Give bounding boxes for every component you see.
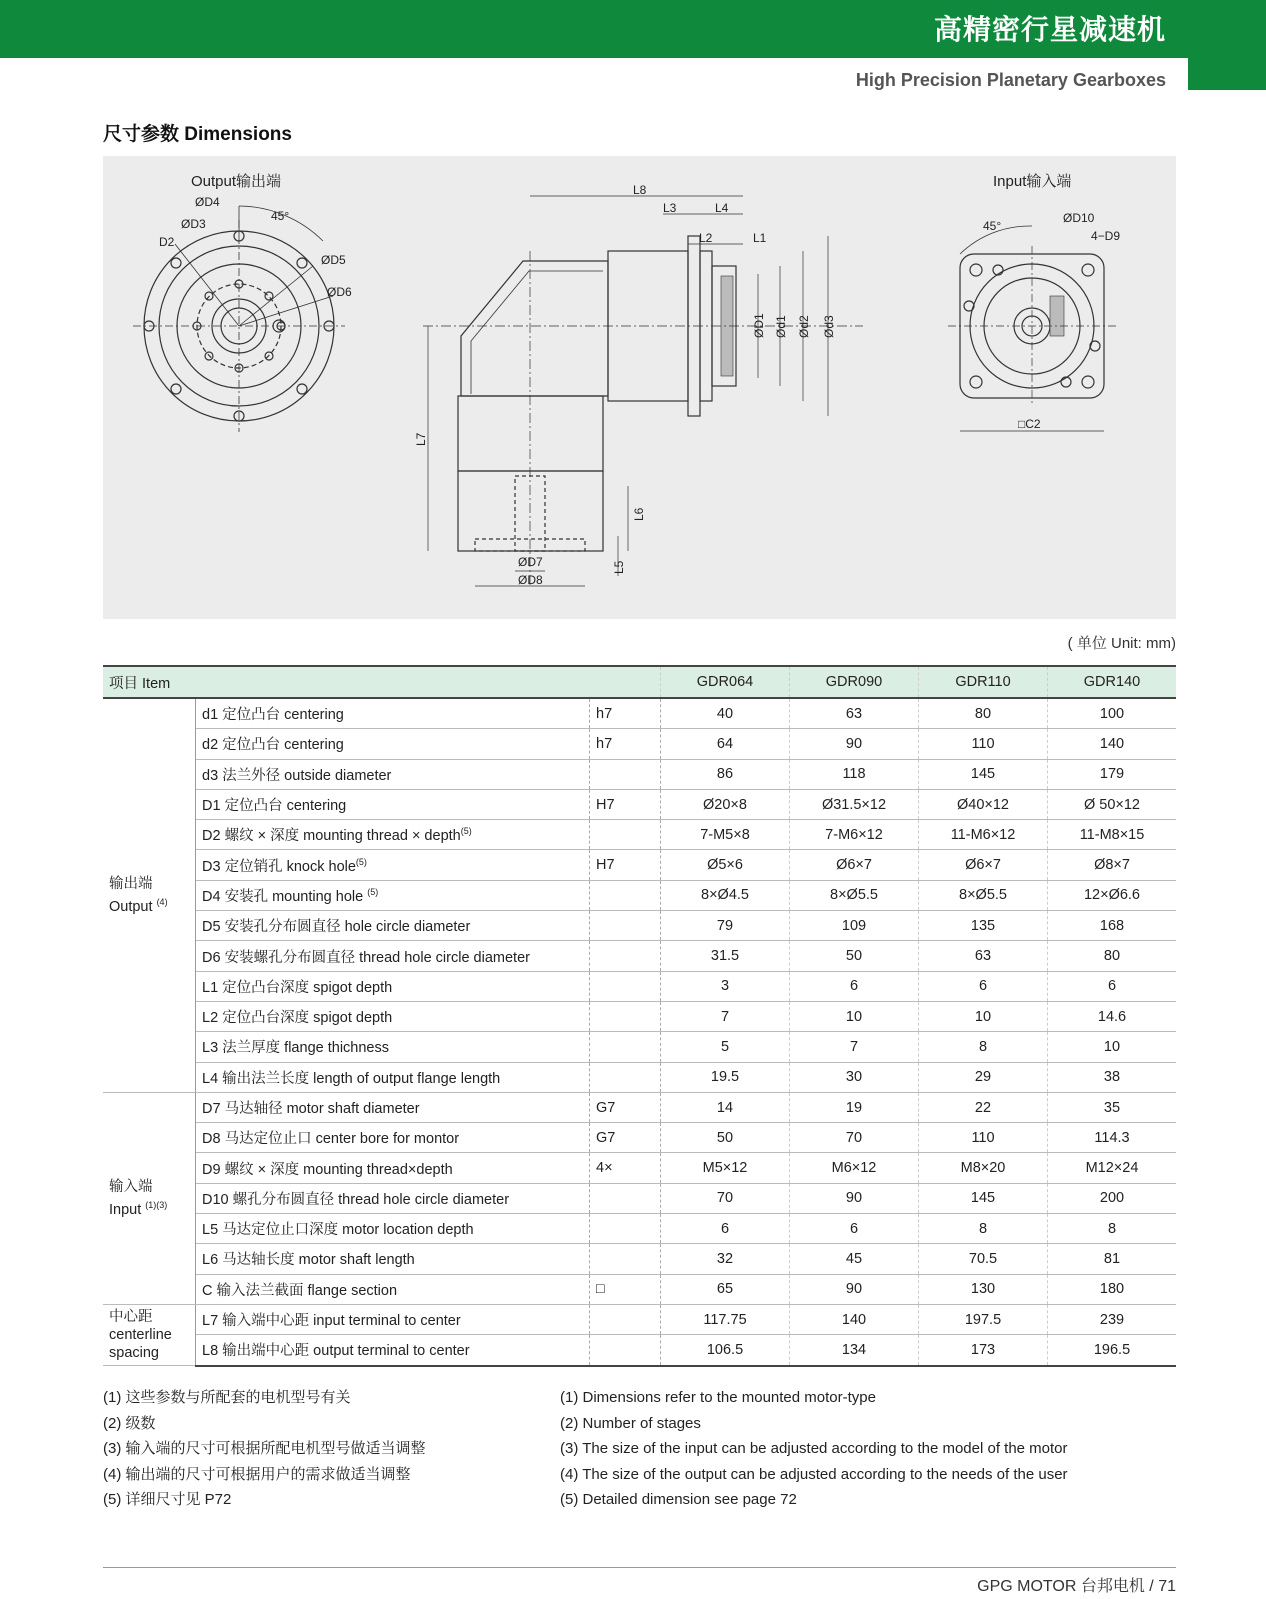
row-item-label: L8 输出端中心距 output terminal to center [202,1343,470,1360]
table-row [103,941,1176,971]
label-d3: Ød3 [822,315,836,338]
table-row [103,911,1176,941]
row-value: 64 [661,729,790,759]
notes-en [560,1385,1068,1513]
row-value: 22 [919,1092,1048,1122]
table-row [103,1123,1176,1153]
row-tolerance [590,820,661,850]
row-value: 86 [661,759,790,789]
row-value: M6×12 [790,1153,919,1183]
row-value: 7-M6×12 [790,820,919,850]
row-value: 45 [790,1244,919,1274]
row-value: 110 [919,1123,1048,1153]
row-item-label: L7 输入端中心距 input terminal to center [202,1313,461,1330]
label-D7: ØD7 [518,555,543,569]
label-L7: L7 [414,432,428,446]
row-tolerance [590,1183,661,1213]
table-row [103,759,1176,789]
group-center-zh: 中心距 [109,1308,153,1325]
table-row [103,880,1176,910]
header-model-2: GDR090 [790,666,919,698]
row-value: Ø6×7 [919,850,1048,880]
row-value: 8 [919,1214,1048,1244]
row-value: 70 [661,1183,790,1213]
row-value: 8 [1048,1214,1177,1244]
row-tolerance [590,1001,661,1031]
row-value: 80 [919,698,1048,729]
row-item [196,1244,590,1274]
row-value: 3 [661,971,790,1001]
row-item [196,1062,590,1092]
group-output-sup: (4) [156,897,168,908]
row-value: 35 [1048,1092,1177,1122]
row-item [196,1274,590,1304]
row-value: 117.75 [661,1304,790,1334]
row-item [196,1183,590,1213]
table-row [103,1274,1176,1304]
row-value: 63 [919,941,1048,971]
row-value: 8×Ø5.5 [790,880,919,910]
row-value: 6 [1048,971,1177,1001]
row-item [196,1032,590,1062]
table-row [103,850,1176,880]
row-value: 100 [1048,698,1177,729]
row-item-label: D1 定位凸台 centering [202,798,347,815]
table-row [103,1335,1176,1366]
note-en-2: (2) Number of stages [560,1414,701,1432]
row-item [196,759,590,789]
row-tolerance: □ [590,1274,661,1304]
table-row [103,1183,1176,1213]
row-tolerance [590,911,661,941]
row-value: 14 [661,1092,790,1122]
row-value: 10 [790,1001,919,1031]
row-value: 81 [1048,1244,1177,1274]
row-tolerance [590,1032,661,1062]
table-row [103,698,1176,729]
row-value: 80 [1048,941,1177,971]
table-header-row [103,666,1176,698]
label-D10: ØD10 [1063,211,1095,225]
row-value: 70.5 [919,1244,1048,1274]
row-item-sup: (5) [355,856,367,867]
notes-zh [103,1385,426,1513]
row-value: 11-M8×15 [1048,820,1177,850]
row-value: 70 [790,1123,919,1153]
row-tolerance [590,1244,661,1274]
label-D8: ØD8 [518,573,543,587]
header-model-3: GDR110 [919,666,1048,698]
label-45-deg: 45° [271,209,290,223]
label-C2: □C2 [1018,417,1041,431]
row-value: 140 [1048,729,1177,759]
header-model-1: GDR064 [661,666,790,698]
group-output-en: Output [109,898,153,915]
note-zh-5: (5) 详细尺寸见 P72 [103,1491,232,1508]
label-D3: ØD3 [181,217,206,231]
row-value: Ø8×7 [1048,850,1177,880]
table-row [103,729,1176,759]
table-row [103,1062,1176,1092]
row-value: Ø31.5×12 [790,789,919,819]
label-d2: Ød2 [797,315,811,338]
row-item [196,1123,590,1153]
row-value: Ø40×12 [919,789,1048,819]
label-L3: L3 [663,201,677,215]
table-body [103,698,1176,1366]
row-value: 110 [919,729,1048,759]
note-en-1: (1) Dimensions refer to the mounted motor-type [560,1389,876,1406]
row-value: 50 [790,941,919,971]
row-value: 7-M5×8 [661,820,790,850]
row-value: 140 [790,1304,919,1334]
row-item [196,1335,590,1366]
group-input-sup: (1)(3) [145,1199,168,1210]
row-value: 135 [919,911,1048,941]
label-d1: Ød1 [774,315,788,338]
row-item-label: L3 法兰厚度 flange thichness [202,1040,389,1057]
table-row [103,789,1176,819]
row-item-sup: (5) [460,826,472,837]
table-row [103,1001,1176,1031]
row-tolerance [590,941,661,971]
row-value: 90 [790,1274,919,1304]
row-value: 30 [790,1062,919,1092]
page-subtitle: High Precision Planetary Gearboxes [855,70,1166,90]
table-row [103,820,1176,850]
row-item-label: D5 安装孔分布圆直径 hole circle diameter [202,919,471,936]
label-L1: L1 [753,231,767,245]
row-value: 106.5 [661,1335,790,1366]
row-value: 179 [1048,759,1177,789]
row-tolerance [590,880,661,910]
label-L6: L6 [632,507,646,521]
group-input-en: Input [109,1201,142,1218]
row-tolerance [590,1214,661,1244]
row-item [196,880,590,910]
row-value: 6 [919,971,1048,1001]
row-item [196,789,590,819]
row-value: 63 [790,698,919,729]
row-item-label: L1 定位凸台深度 spigot depth [202,979,393,996]
row-value: 168 [1048,911,1177,941]
row-value: 7 [661,1001,790,1031]
label-D5: ØD5 [321,253,346,267]
row-item-label: D8 马达定位止口 center bore for montor [202,1131,460,1148]
footer-page: GPG MOTOR 台邦电机 / 71 [977,1578,1176,1595]
row-value: 6 [790,1214,919,1244]
table-row [103,1032,1176,1062]
row-item-label: D7 马达轴径 motor shaft diameter [202,1101,420,1117]
row-value: 8 [919,1032,1048,1062]
row-value: 31.5 [661,941,790,971]
group-center-en2: spacing [109,1344,159,1361]
row-item-label: d3 法兰外径 outside diameter [202,767,392,784]
row-item-label: C 输入法兰截面 flange section [202,1282,398,1299]
row-tolerance: G7 [590,1092,661,1122]
row-value: 65 [661,1274,790,1304]
row-value: 114.3 [1048,1123,1177,1153]
label-45-deg-input: 45° [983,219,1002,233]
row-value: 8×Ø5.5 [919,880,1048,910]
row-value: 145 [919,1183,1048,1213]
row-tolerance: G7 [590,1123,661,1153]
row-value: 10 [1048,1032,1177,1062]
row-item-label: L2 定位凸台深度 spigot depth [202,1010,393,1027]
spec-table [103,665,1176,1367]
row-value: 29 [919,1062,1048,1092]
footer-divider [103,1567,1176,1568]
label-D4: ØD4 [195,195,220,209]
row-tolerance: H7 [590,850,661,880]
technical-drawing [103,156,1176,619]
row-value: 19.5 [661,1062,790,1092]
row-value: Ø5×6 [661,850,790,880]
group-center [103,1304,196,1365]
table-row [103,1244,1176,1274]
row-item-label: D2 螺纹 × 深度 mounting thread × depth [202,828,461,845]
row-item [196,941,590,971]
row-value: 134 [790,1335,919,1366]
row-item-label: d2 定位凸台 centering [202,737,344,754]
row-tolerance [590,971,661,1001]
row-value: 79 [661,911,790,941]
row-item [196,911,590,941]
output-label: Output输出端 [191,173,282,190]
row-item-label: L4 输出法兰长度 length of output flange length [202,1070,501,1087]
table-row [103,971,1176,1001]
note-en-3: (3) The size of the input can be adjusted according to the model of the motor [560,1440,1068,1457]
label-L8: L8 [633,183,647,197]
row-item [196,850,590,880]
row-tolerance [590,1304,661,1334]
input-label: Input输入端 [993,173,1072,190]
row-value: 196.5 [1048,1335,1177,1366]
row-item [196,698,590,729]
label-D9: 4−D9 [1091,229,1121,243]
row-value: Ø 50×12 [1048,789,1177,819]
row-item [196,1092,590,1122]
note-zh-3: (3) 输入端的尺寸可根据所配电机型号做适当调整 [103,1440,426,1457]
label-L2: L2 [699,231,713,245]
row-value: 12×Ø6.6 [1048,880,1177,910]
row-item [196,1214,590,1244]
note-zh-4: (4) 输出端的尺寸可根据用户的需求做适当调整 [103,1465,411,1483]
header-item: 项目 Item [103,666,661,698]
row-value: 11-M6×12 [919,820,1048,850]
table-row [103,1092,1176,1122]
row-value: 40 [661,698,790,729]
row-item-label: d1 定位凸台 centering [202,707,344,724]
table-row [103,1153,1176,1183]
row-value: 200 [1048,1183,1177,1213]
row-value: Ø20×8 [661,789,790,819]
section-title: 尺寸参数 Dimensions [103,124,292,145]
row-item [196,1304,590,1334]
row-value: 14.6 [1048,1001,1177,1031]
row-value: Ø6×7 [790,850,919,880]
row-value: 109 [790,911,919,941]
label-L4: L4 [715,201,729,215]
row-tolerance: h7 [590,698,661,729]
table-row [103,1214,1176,1244]
row-item [196,729,590,759]
group-input [103,1092,196,1304]
row-value: 239 [1048,1304,1177,1334]
row-value: 8×Ø4.5 [661,880,790,910]
note-zh-2: (2) 级数 [103,1414,156,1432]
row-value: 10 [919,1001,1048,1031]
row-tolerance: H7 [590,789,661,819]
group-output-zh: 输出端 [109,876,153,893]
page-title: 高精密行星减速机 [933,14,1166,45]
row-item [196,820,590,850]
label-D2: D2 [159,235,175,249]
row-value: 118 [790,759,919,789]
note-en-5: (5) Detailed dimension see page 72 [560,1491,797,1508]
note-en-4: (4) The size of the output can be adjusted according to the needs of the user [560,1465,1068,1483]
row-item [196,1001,590,1031]
row-item-sup: (5) [367,887,379,898]
table-row [103,1304,1176,1334]
row-tolerance [590,1335,661,1366]
label-D6: ØD6 [327,285,352,299]
row-item-label: D6 安装螺孔分布圆直径 thread hole circle diameter [202,949,530,966]
input-flange-view [948,226,1116,431]
row-value: M12×24 [1048,1153,1177,1183]
group-center-en1: centerline [109,1326,172,1343]
header-tab [1188,0,1266,90]
row-value: 32 [661,1244,790,1274]
row-item [196,1153,590,1183]
side-view [423,196,863,586]
row-item-label: D10 螺孔分布圆直径 thread hole circle diameter [202,1191,510,1208]
label-D1: ØD1 [752,313,766,338]
row-value: 7 [790,1032,919,1062]
row-value: 6 [790,971,919,1001]
row-value: 197.5 [919,1304,1048,1334]
header-model-4: GDR140 [1048,666,1177,698]
row-value: 90 [790,729,919,759]
row-tolerance: h7 [590,729,661,759]
row-item [196,971,590,1001]
row-item-label: D9 螺纹 × 深度 mounting thread×depth [202,1161,453,1178]
row-value: 6 [661,1214,790,1244]
note-zh-1: (1) 这些参数与所配套的电机型号有关 [103,1389,351,1406]
group-output [103,698,196,1092]
row-value: M8×20 [919,1153,1048,1183]
row-item-label: L6 马达轴长度 motor shaft length [202,1252,415,1269]
row-value: 130 [919,1274,1048,1304]
row-value: 50 [661,1123,790,1153]
row-item-label: D4 安装孔 mounting hole [202,888,368,905]
row-item-label: D3 定位销孔 knock hole [202,858,356,875]
row-value: 145 [919,759,1048,789]
row-value: M5×12 [661,1153,790,1183]
row-item-label: L5 马达定位止口深度 motor location depth [202,1222,474,1239]
row-value: 90 [790,1183,919,1213]
row-value: 38 [1048,1062,1177,1092]
row-tolerance [590,1062,661,1092]
row-tolerance: 4× [590,1153,661,1183]
group-input-zh: 输入端 [109,1178,153,1195]
row-tolerance [590,759,661,789]
label-L5: L5 [612,560,626,574]
row-value: 5 [661,1032,790,1062]
unit-note: ( 单位 Unit: mm) [1067,635,1176,652]
row-value: 180 [1048,1274,1177,1304]
row-value: 173 [919,1335,1048,1366]
row-value: 19 [790,1092,919,1122]
